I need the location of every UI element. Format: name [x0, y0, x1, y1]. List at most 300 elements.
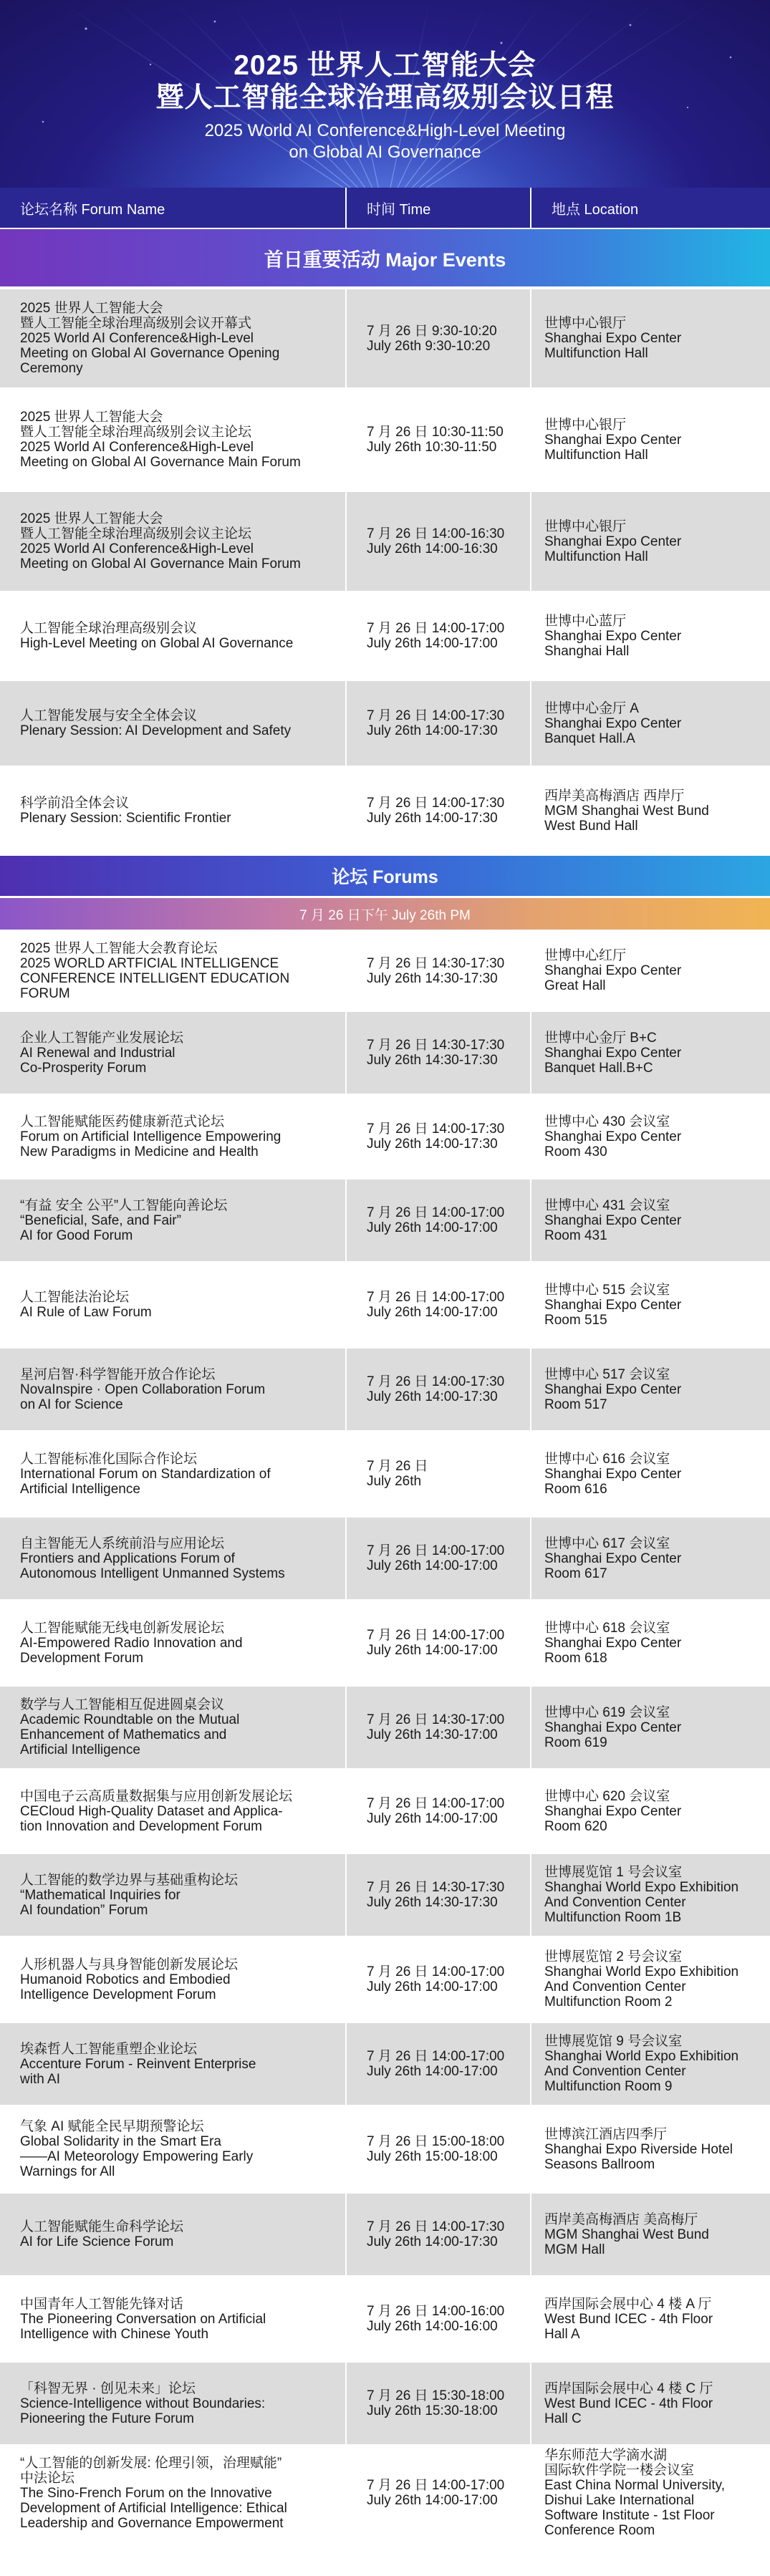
forum-name-line: 中国青年人工智能先锋对话: [20, 2296, 184, 2312]
forum-location-line: Software Institute - 1st Floor: [544, 2508, 715, 2523]
table-row: [0, 1687, 770, 1768]
forum-time-line: July 26th 9:30-10:20: [367, 338, 491, 354]
forum-location-line: 世博中心银厅: [544, 417, 627, 433]
forum-name-cell: [0, 2363, 345, 2444]
forum-location-cell: [530, 1687, 770, 1768]
forum-location-line: Dishui Lake International: [544, 2493, 695, 2508]
forum-time-cell: [345, 1349, 530, 1430]
forum-name-cell: [0, 1687, 345, 1768]
forum-name-line: 2025 世界人工智能大会: [20, 410, 163, 425]
forum-location-line: Banquet Hall.A: [544, 730, 635, 746]
forum-time-cell: [345, 1096, 530, 1177]
forum-name-cell: [0, 594, 345, 678]
forum-location-line: Shanghai Expo Center: [544, 963, 682, 978]
forum-location-line: 国际软件学院一楼会议室: [544, 2463, 695, 2478]
forum-time-line: 7 月 26 日 14:00-17:00: [367, 1205, 505, 1220]
forum-time-cell: [345, 1180, 530, 1261]
forum-time-line: July 26th 14:00-16:00: [367, 2319, 498, 2334]
column-header-time: 时间 Time: [345, 188, 530, 228]
forum-name-cell: [0, 390, 345, 489]
forum-location-line: Shanghai World Expo Exhibition: [544, 1880, 739, 1895]
forum-name-line: “Beneficial, Safe, and Fair”: [20, 1212, 181, 1228]
forum-location-line: Banquet Hall.B+C: [544, 1060, 653, 1076]
forum-name-line: with AI: [20, 2071, 60, 2087]
forum-name-line: Meeting on Global AI Governance Main Forum: [20, 556, 301, 571]
table-row: [0, 2194, 770, 2275]
forum-time-cell: [345, 1687, 530, 1768]
forum-time-line: July 26th 14:30-17:00: [367, 1727, 498, 1742]
forum-location-line: Great Hall: [544, 978, 606, 993]
forum-name-line: CECloud High-Quality Dataset and Applica-: [20, 1803, 283, 1819]
forum-location-line: 西岸美高梅酒店 西岸厅: [544, 788, 685, 804]
forum-time-line: 7 月 26 日 14:00-17:30: [367, 1121, 505, 1137]
forum-time-line: 7 月 26 日 14:00-16:30: [367, 526, 505, 541]
forum-name-line: New Paradigms in Medicine and Health: [20, 1144, 259, 1159]
forum-name-line: Development of Artificial Intelligence: Ethical: [20, 2500, 287, 2516]
forum-time-line: July 26th 14:00-17:00: [367, 2493, 498, 2508]
forum-name-line: Plenary Session: Scientific Frontier: [20, 811, 231, 826]
forum-name-line: Academic Roundtable on the Mutual: [20, 1712, 240, 1727]
forum-location-line: Shanghai Expo Center: [544, 1466, 682, 1482]
table-row: [0, 390, 770, 489]
forum-time-line: July 26th 14:00-17:30: [367, 723, 498, 738]
forum-location-cell: [530, 2278, 770, 2360]
forum-location-cell: [530, 1939, 770, 2020]
forum-name-cell: [0, 1854, 345, 1936]
forum-time-cell: [345, 681, 530, 766]
forum-name-line: 2025 世界人工智能大会: [20, 301, 163, 316]
forum-name-line: High-Level Meeting on Global AI Governance: [20, 636, 294, 651]
forum-time-cell: [345, 1771, 530, 1851]
forum-name-cell: [0, 1433, 345, 1515]
forum-location-line: Multifunction Room 2: [544, 1994, 673, 2010]
column-header-name: 论坛名称 Forum Name: [20, 201, 165, 218]
forum-name-line: 人工智能法治论坛: [20, 1290, 130, 1305]
forum-name-line: Science-Intelligence without Boundaries:: [20, 2396, 266, 2411]
forum-location-line: Shanghai Expo Center: [544, 1719, 682, 1735]
forum-name-cell: [0, 932, 345, 1009]
forum-location-cell: [530, 1602, 770, 1684]
forum-time-line: 7 月 26 日 14:30-17:00: [367, 1712, 505, 1727]
forum-location-line: MGM Hall: [544, 2242, 605, 2257]
forum-location-line: 世博中心 620 会议室: [544, 1788, 670, 1804]
forum-location-line: Shanghai Expo Center: [544, 1550, 682, 1566]
column-header-location: 地点 Location: [530, 188, 770, 228]
forum-time-line: 7 月 26 日 14:00-17:30: [367, 796, 505, 811]
forum-name-line: 人工智能赋能医药健康新范式论坛: [20, 1114, 225, 1129]
forum-location-line: Room 431: [544, 1227, 607, 1243]
forum-location-line: Multifunction Room 9: [544, 2079, 673, 2094]
forum-location-line: 世博中心银厅: [544, 316, 627, 331]
forum-location-line: Room 515: [544, 1312, 607, 1328]
forum-time-line: July 26th 14:30-17:30: [367, 1053, 498, 1068]
table-row: [0, 1602, 770, 1684]
forum-location-cell: [530, 1771, 770, 1851]
forum-name-line: Warnings for All: [20, 2164, 115, 2179]
forum-name-cell: [0, 2194, 345, 2275]
table-row: [0, 2447, 770, 2539]
forum-location-line: MGM Shanghai West Bund: [544, 803, 709, 819]
forum-name-line: AI Renewal and Industrial: [20, 1045, 175, 1061]
forum-location-cell: [530, 1180, 770, 1261]
table-row: [0, 1349, 770, 1430]
forum-location-cell: [530, 2023, 770, 2105]
forum-time-line: July 26th 14:00-17:00: [367, 1220, 498, 1235]
forum-location-line: And Convention Center: [544, 1979, 686, 1994]
table-row: [0, 1771, 770, 1851]
forum-location-cell: [530, 932, 770, 1009]
forum-name-cell: [0, 1180, 345, 1261]
forum-time-cell: [345, 492, 530, 591]
forum-location-line: West Bund ICEC - 4th Floor: [544, 2396, 713, 2411]
forum-location-line: Shanghai Expo Riverside Hotel: [544, 2141, 733, 2157]
forum-location-line: Shanghai World Expo Exhibition: [544, 1964, 739, 1979]
forum-name-line: 气象 AI 赋能全民早期预警论坛: [20, 2119, 204, 2134]
forum-location-line: Room 617: [544, 1566, 607, 1581]
forum-location-line: Shanghai Expo Center: [544, 628, 682, 644]
forum-name-line: Ceremony: [20, 361, 83, 376]
title-english-line2: on Global AI Governance: [289, 143, 481, 162]
forum-name-cell: [0, 1264, 345, 1346]
forum-time-line: 7 月 26 日 10:30-11:50: [367, 425, 504, 440]
forum-name-line: Intelligence with Chinese Youth: [20, 2326, 209, 2342]
table-row: [0, 768, 770, 853]
forum-location-line: 世博中心蓝厅: [544, 613, 627, 629]
forum-location-line: 世博中心 517 会议室: [544, 1366, 670, 1382]
table-row: [0, 681, 770, 766]
forum-name-line: 人形机器人与具身智能创新发展论坛: [20, 1957, 239, 1972]
forum-name-cell: [0, 1012, 345, 1094]
table-row: [0, 1180, 770, 1261]
table-row: [0, 1012, 770, 1094]
forum-name-line: Humanoid Robotics and Embodied: [20, 1972, 231, 1987]
forum-name-line: Artificial Intelligence: [20, 1481, 140, 1497]
forum-name-line: 2025 世界人工智能大会: [20, 511, 163, 526]
major-events-list: [0, 289, 770, 853]
forum-location-line: Shanghai Expo Center: [544, 1297, 682, 1313]
forum-name-line: NovaInspire · Open Collaboration Forum: [20, 1381, 266, 1397]
table-row: [0, 1518, 770, 1599]
title-english-line1: 2025 World AI Conference&High-Level Meeting: [204, 121, 566, 140]
table-row: [0, 1433, 770, 1515]
forum-location-cell: [530, 492, 770, 591]
table-header: [0, 188, 770, 228]
forum-location-line: 世博展览馆 2 号会议室: [544, 1949, 683, 1964]
forum-name-line: AI foundation” Forum: [20, 1902, 148, 1918]
forum-location-line: 西岸国际会展中心 4 楼 A 厅: [544, 2296, 712, 2312]
forum-name-cell: [0, 1096, 345, 1177]
forum-name-cell: [0, 289, 345, 387]
forum-time-cell: [345, 932, 530, 1009]
forum-name-cell: [0, 681, 345, 766]
table-row: [0, 1096, 770, 1177]
forum-name-cell: [0, 2447, 345, 2539]
forum-location-line: Shanghai Expo Center: [544, 432, 682, 448]
forum-time-cell: [345, 1518, 530, 1599]
table-row: [0, 932, 770, 1009]
forum-name-cell: [0, 1939, 345, 2020]
forum-time-line: July 26th 14:00-17:00: [367, 1643, 498, 1658]
forum-time-cell: [345, 1602, 530, 1684]
forum-location-line: Shanghai Expo Center: [544, 534, 682, 549]
forum-location-line: Room 620: [544, 1818, 607, 1834]
forum-name-line: Meeting on Global AI Governance Main Forum: [20, 455, 301, 470]
forum-location-line: Multifunction Room 1B: [544, 1910, 682, 1925]
forum-location-line: Seasons Ballroom: [544, 2156, 655, 2172]
forum-name-line: 中法论坛: [20, 2470, 75, 2486]
forum-name-line: Intelligence Development Forum: [20, 1987, 216, 2002]
forum-name-line: “有益 安全 公平”人工智能向善论坛: [20, 1197, 228, 1213]
forum-location-cell: [530, 681, 770, 766]
forums-list: [0, 932, 770, 2539]
forum-name-cell: [0, 2278, 345, 2360]
forum-name-line: The Pioneering Conversation on Artificial: [20, 2311, 266, 2327]
forum-name-line: International Forum on Standardization of: [20, 1466, 271, 1482]
forum-location-line: Shanghai Expo Center: [544, 1635, 682, 1651]
forum-location-line: 世博中心 617 会议室: [544, 1535, 670, 1551]
forum-time-cell: [345, 2363, 530, 2444]
forum-time-line: 7 月 26 日 14:00-17:00: [367, 1964, 505, 1979]
forum-location-line: Shanghai Expo Center: [544, 1212, 682, 1228]
forum-name-line: 中国电子云高质量数据集与应用创新发展论坛: [20, 1788, 293, 1804]
forum-time-line: July 26th 14:00-17:00: [367, 1558, 498, 1573]
forum-name-line: Artificial Intelligence: [20, 1742, 140, 1757]
table-row: [0, 1264, 770, 1346]
forum-name-line: AI for Good Forum: [20, 1227, 133, 1243]
forum-location-line: Shanghai Expo Center: [544, 331, 682, 346]
forum-time-line: 7 月 26 日 14:30-17:30: [367, 1880, 505, 1895]
table-row: [0, 1939, 770, 2020]
forum-time-cell: [345, 1012, 530, 1094]
forum-location-line: 西岸国际会展中心 4 楼 C 厅: [544, 2380, 713, 2396]
forum-time-line: July 26th 14:00-16:30: [367, 541, 498, 556]
forum-location-line: Conference Room: [544, 2523, 655, 2538]
table-row: [0, 289, 770, 387]
forum-location-line: 世博滨江酒店四季厅: [544, 2126, 668, 2142]
forum-location-cell: [530, 1433, 770, 1515]
forum-name-line: The Sino-French Forum on the Innovative: [20, 2485, 272, 2501]
forum-name-line: 暨人工智能全球治理高级别会议开幕式: [20, 316, 252, 331]
forum-time-line: July 26th 14:00-17:00: [367, 1305, 498, 1320]
forum-name-cell: [0, 1771, 345, 1851]
forum-time-line: 7 月 26 日 15:30-18:00: [367, 2388, 505, 2403]
title-chinese-line2: 暨人工智能全球治理高级别会议日程: [155, 82, 615, 113]
forum-location-cell: [530, 1012, 770, 1094]
forum-time-line: July 26th 14:00-17:30: [367, 2234, 498, 2249]
forum-time-line: 7 月 26 日: [367, 1459, 428, 1474]
table-row: [0, 594, 770, 678]
forum-location-line: Shanghai Expo Center: [544, 1803, 682, 1819]
forum-time-line: July 26th 14:30-17:30: [367, 1895, 498, 1910]
forum-name-line: 2025 世界人工智能大会教育论坛: [20, 940, 218, 956]
forum-location-line: Hall A: [544, 2326, 580, 2342]
forum-time-line: 7 月 26 日 14:30-17:30: [367, 955, 505, 971]
forum-location-line: 世博中心金厅 A: [544, 700, 639, 716]
forum-location-line: Shanghai Expo Center: [544, 715, 682, 731]
forum-location-line: West Bund Hall: [544, 818, 638, 834]
forum-location-line: Shanghai Expo Center: [544, 1045, 682, 1061]
forum-name-line: Co-Prosperity Forum: [20, 1060, 147, 1076]
forum-name-line: tion Innovation and Development Forum: [20, 1818, 262, 1834]
forum-location-cell: [530, 1854, 770, 1936]
forum-name-line: 星河启智·科学智能开放合作论坛: [20, 1366, 216, 1382]
forum-location-line: 世博中心 619 会议室: [544, 1704, 670, 1720]
forum-name-line: Global Solidarity in the Smart Era: [20, 2134, 221, 2149]
forum-location-cell: [530, 2447, 770, 2539]
forum-time-line: July 26th 14:00-17:30: [367, 1389, 498, 1404]
forum-location-line: 世博中心 430 会议室: [544, 1114, 670, 1129]
forum-time-line: July 26th 10:30-11:50: [367, 440, 497, 455]
forum-name-line: Forum on Artificial Intelligence Empowering: [20, 1129, 281, 1144]
forum-time-cell: [345, 1939, 530, 2020]
forum-location-cell: [530, 2108, 770, 2191]
forum-time-line: July 26th 15:30-18:00: [367, 2403, 498, 2418]
forum-time-cell: [345, 1854, 530, 1936]
forum-location-cell: [530, 1349, 770, 1430]
forum-time-line: 7 月 26 日 9:30-10:20: [367, 323, 497, 339]
forum-time-line: July 26th 14:00-17:30: [367, 811, 498, 826]
forum-time-line: July 26th 15:00-18:00: [367, 2149, 498, 2164]
forum-name-line: 人工智能赋能生命科学论坛: [20, 2219, 184, 2234]
forum-name-cell: [0, 1518, 345, 1599]
forum-location-line: West Bund ICEC - 4th Floor: [544, 2311, 713, 2327]
forum-time-line: 7 月 26 日 14:00-16:00: [367, 2304, 505, 2319]
table-row: [0, 1854, 770, 1936]
forum-time-cell: [345, 289, 530, 387]
forum-name-line: Accenture Forum - Reinvent Enterprise: [20, 2056, 256, 2072]
forum-name-line: CONFERENCE INTELLIGENT EDUCATION: [20, 970, 290, 986]
forum-name-cell: [0, 1602, 345, 1684]
forum-name-line: 2025 World AI Conference&High-Level: [20, 541, 254, 556]
forum-name-cell: [0, 492, 345, 591]
forum-time-line: 7 月 26 日 14:00-17:30: [367, 2219, 505, 2234]
forum-location-line: Room 517: [544, 1396, 607, 1412]
forum-location-line: 世博中心 431 会议室: [544, 1197, 670, 1213]
forum-location-line: Hall C: [544, 2411, 582, 2426]
major-events-section-bar: 首日重要活动 Major Events: [0, 229, 770, 286]
forum-location-line: Shanghai Expo Center: [544, 1129, 682, 1144]
forum-name-cell: [0, 2108, 345, 2191]
forum-location-line: Room 618: [544, 1650, 607, 1666]
forum-location-line: Multifunction Hall: [544, 549, 648, 564]
forum-name-line: 暨人工智能全球治理高级别会议主论坛: [20, 425, 252, 440]
forum-time-line: July 26th 14:00-17:00: [367, 1811, 498, 1826]
forum-location-line: Multifunction Hall: [544, 447, 648, 463]
forum-name-line: AI Rule of Law Forum: [20, 1305, 152, 1320]
forum-time-cell: [345, 2447, 530, 2539]
forum-name-line: 人工智能赋能无线电创新发展论坛: [20, 1620, 225, 1636]
forum-location-cell: [530, 2363, 770, 2444]
forum-time-line: 7 月 26 日 15:00-18:00: [367, 2134, 505, 2149]
forum-name-line: 人工智能的数学边界与基础重构论坛: [20, 1872, 239, 1888]
forum-time-cell: [345, 2194, 530, 2275]
forum-name-line: 数学与人工智能相互促进圆桌会议: [20, 1697, 225, 1712]
forum-time-line: 7 月 26 日 14:00-17:00: [367, 1796, 505, 1811]
forum-location-cell: [530, 1264, 770, 1346]
forum-time-line: 7 月 26 日 14:00-17:00: [367, 1543, 505, 1558]
forum-name-line: “Mathematical Inquiries for: [20, 1887, 181, 1903]
forum-location-line: 世博展览馆 9 号会议室: [544, 2034, 683, 2049]
forum-location-line: And Convention Center: [544, 2064, 686, 2079]
forums-section-bar: 论坛 Forums: [0, 856, 770, 896]
forum-time-cell: [345, 1264, 530, 1346]
forum-name-line: 暨人工智能全球治理高级别会议主论坛: [20, 526, 252, 541]
forum-location-line: Room 430: [544, 1144, 607, 1159]
forum-location-line: Shanghai Expo Center: [544, 1381, 682, 1397]
forum-location-line: Room 619: [544, 1735, 607, 1750]
forum-name-line: 人工智能全球治理高级别会议: [20, 621, 198, 636]
forum-location-line: East China Normal University,: [544, 2478, 726, 2493]
forum-time-cell: [345, 594, 530, 678]
forum-location-line: Room 616: [544, 1481, 607, 1497]
forum-name-line: 人工智能发展与安全全体会议: [20, 708, 198, 723]
forum-location-line: Multifunction Hall: [544, 346, 648, 361]
forum-location-line: 西岸美高梅酒店 美高梅厅: [544, 2211, 698, 2227]
forum-name-line: AI-Empowered Radio Innovation and: [20, 1635, 243, 1651]
forum-location-cell: [530, 1096, 770, 1177]
forum-location-line: Shanghai World Expo Exhibition: [544, 2049, 739, 2064]
forum-time-line: 7 月 26 日 14:00-17:00: [367, 1290, 505, 1305]
forum-time-cell: [345, 2278, 530, 2360]
forum-time-line: July 26th 14:00-17:00: [367, 2064, 498, 2079]
forum-name-line: Autonomous Intelligent Unmanned Systems: [20, 1566, 285, 1581]
forum-location-line: And Convention Center: [544, 1895, 686, 1910]
forum-location-cell: [530, 1518, 770, 1599]
forum-name-cell: [0, 1349, 345, 1430]
forum-time-line: July 26th: [367, 1474, 422, 1489]
forum-name-line: Pioneering the Future Forum: [20, 2411, 194, 2426]
forum-name-line: Leadership and Governance Empowerment: [20, 2515, 284, 2531]
forum-time-line: 7 月 26 日 14:00-17:00: [367, 1628, 505, 1643]
forum-time-line: 7 月 26 日 14:00-17:30: [367, 1374, 505, 1389]
forum-name-line: Development Forum: [20, 1650, 144, 1666]
forum-location-line: 世博中心金厅 B+C: [544, 1030, 657, 1046]
forum-name-line: on AI for Science: [20, 1396, 123, 1412]
forum-name-line: FORUM: [20, 985, 70, 1001]
forum-name-line: Meeting on Global AI Governance Opening: [20, 346, 280, 361]
forum-time-line: July 26th 14:30-17:30: [367, 970, 498, 986]
table-row: [0, 492, 770, 591]
table-row: [0, 2363, 770, 2444]
forum-name-line: 自主智能无人系统前沿与应用论坛: [20, 1535, 225, 1551]
forum-location-line: 华东师范大学滴水湖: [544, 2448, 668, 2463]
forum-time-line: July 26th 14:00-17:30: [367, 1137, 498, 1152]
forum-time-cell: [345, 768, 530, 853]
forum-time-cell: [345, 2108, 530, 2191]
forum-location-line: 世博中心 515 会议室: [544, 1282, 670, 1298]
forum-name-line: Enhancement of Mathematics and: [20, 1727, 227, 1742]
forum-name-line: 企业人工智能产业发展论坛: [20, 1030, 184, 1046]
forum-location-line: Shanghai Hall: [544, 643, 630, 659]
forum-time-line: 7 月 26 日 14:00-17:30: [367, 708, 505, 723]
forum-time-line: 7 月 26 日 14:00-17:00: [367, 2478, 505, 2493]
forum-time-line: 7 月 26 日 14:30-17:30: [367, 1038, 505, 1053]
forum-name-line: 「科智无界 · 创见未来」论坛: [20, 2380, 196, 2396]
forum-location-cell: [530, 594, 770, 678]
table-row: [0, 2023, 770, 2105]
forum-name-line: 人工智能标准化国际合作论坛: [20, 1451, 198, 1467]
forum-location-line: 世博中心银厅: [544, 518, 627, 534]
forum-time-cell: [345, 1433, 530, 1515]
forum-name-cell: [0, 768, 345, 853]
forum-time-line: July 26th 14:00-17:00: [367, 1979, 498, 1994]
forum-name-line: 2025 World AI Conference&High-Level: [20, 331, 254, 346]
forum-name-line: ——AI Meteorology Empowering Early: [20, 2149, 254, 2164]
forum-name-line: AI for Life Science Forum: [20, 2234, 174, 2249]
forum-time-cell: [345, 2023, 530, 2105]
forum-location-line: 世博展览馆 1 号会议室: [544, 1865, 683, 1880]
forum-name-line: “人工智能的创新发展: 伦理引领，治理赋能”: [20, 2455, 282, 2471]
